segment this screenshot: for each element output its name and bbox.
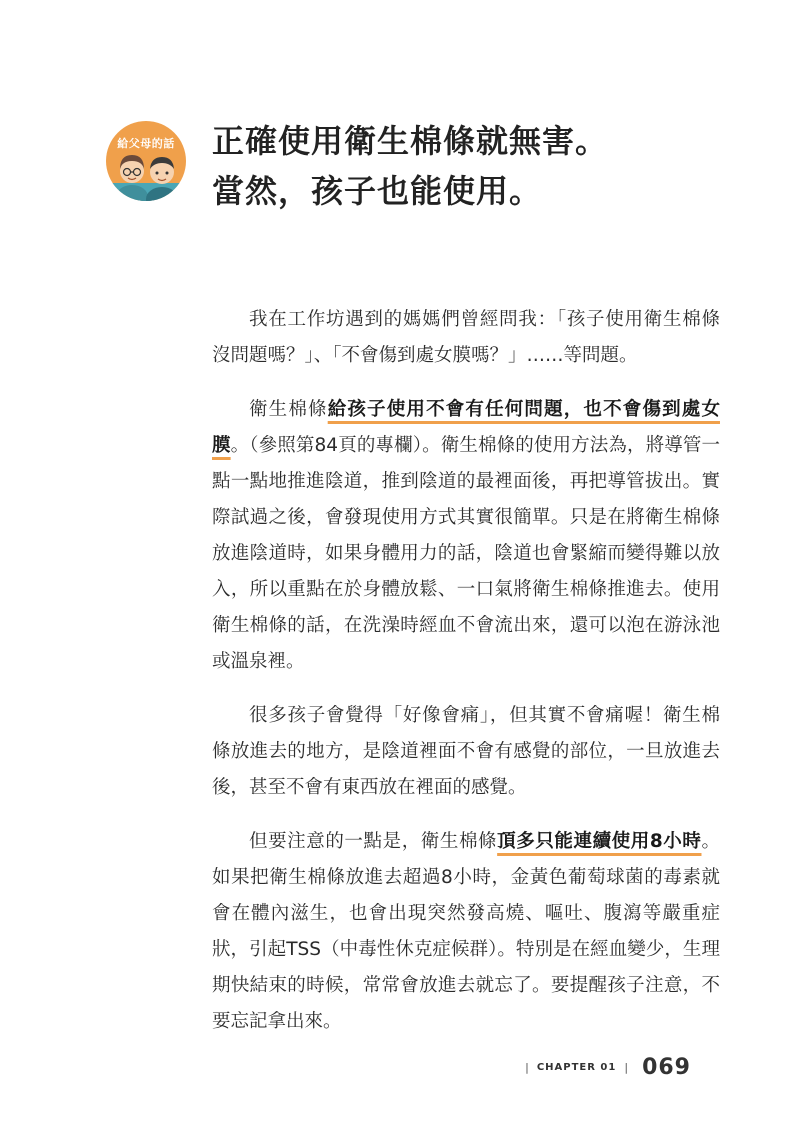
paragraph-3 — [212, 698, 720, 806]
footer-divider-right: | — [624, 1061, 629, 1074]
paragraph-text: 衛生棉條 — [249, 399, 328, 420]
paragraph-text: 。如果把衛生棉條放進去超過8小時，金黃色葡萄球菌的毒素就會在體內滋生，也會出現突然發高燒、嘔吐、腹瀉等嚴重症狀，引起TSS（中毒性休克症候群）。特別是在經血變少，生理期快結束的時候，常常會放進去就忘了。要提醒孩子注意，不要忘記拿出來。 — [212, 831, 720, 1032]
badge-label: 給父母的話 — [117, 137, 175, 150]
footer-divider-left: | — [525, 1061, 529, 1074]
title-line-1: 正確使用衛生棉條就無害。 — [212, 122, 609, 160]
paragraph-1 — [212, 302, 720, 374]
page-number: 069 — [642, 1055, 691, 1080]
paragraph-text: 但要注意的一點是，衛生棉條 — [249, 831, 498, 852]
highlighted-text: 給孩子使用不會有任何問題，也不會傷到處女膜 — [212, 399, 720, 456]
paragraph-2 — [212, 392, 720, 680]
paragraph-4 — [212, 824, 720, 1040]
page-footer — [525, 1055, 691, 1080]
paragraph-text: 。（參照第84頁的專欄）。衛生棉條的使用方法為，將導管一點一點地推進陰道，推到陰道的最裡面後，再把導管拔出。實際試過之後，會發現使用方式其實很簡單。只是在將衛生棉條放進陰道時，如果身體用力的話，陰道也會緊縮而變得難以放入，所以重點在於身體放鬆、一口氣將衛生棉條推進去。使用衛生棉條的話，在洗澡時經血不會流出來，還可以泡在游泳池或溫泉裡。 — [212, 435, 720, 672]
page-title — [212, 116, 732, 216]
chapter-label: CHAPTER 01 — [536, 1062, 617, 1073]
paragraph-text: 我在工作坊遇到的媽媽們曾經問我：「孩子使用衛生棉條沒問題嗎？」、「不會傷到處女膜嗎？」……等問題。 — [212, 309, 720, 366]
paragraph-text: 很多孩子會覺得「好像會痛」，但其實不會痛喔！衛生棉條放進去的地方，是陰道裡面不會有感覺的部位，一旦放進去後，甚至不會有東西放在裡面的感覺。 — [212, 705, 720, 798]
title-line-2: 當然，孩子也能使用。 — [212, 172, 543, 210]
parents-note-badge — [106, 117, 186, 203]
parents-illustration-icon — [106, 117, 186, 203]
highlighted-text: 頂多只能連續使用8小時 — [497, 831, 702, 852]
article-body — [212, 302, 720, 1058]
